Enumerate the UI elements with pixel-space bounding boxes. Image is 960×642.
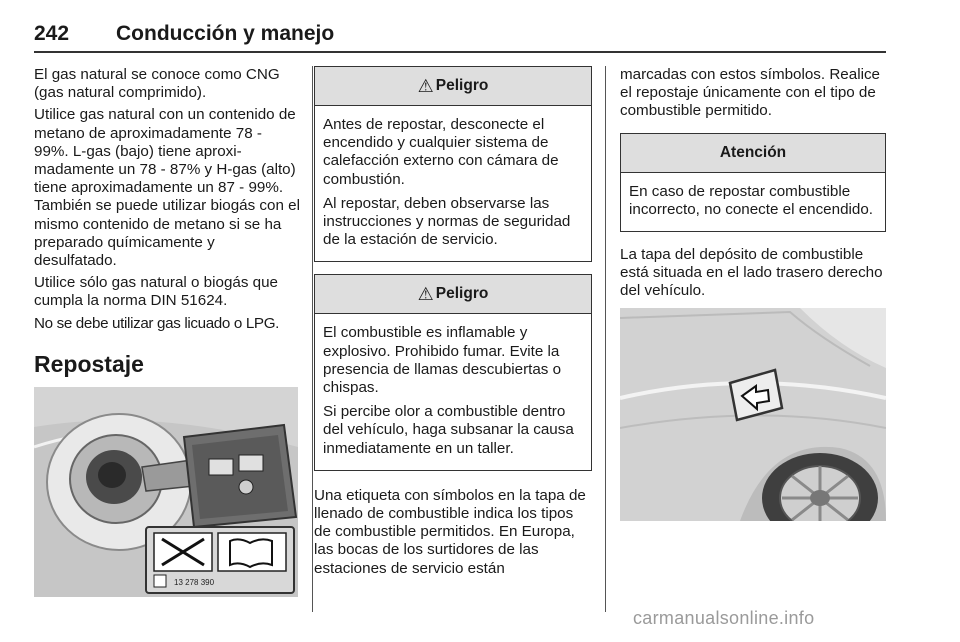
column-divider-right [605, 66, 606, 612]
danger-box-2 [314, 274, 592, 470]
column-divider-left [312, 66, 313, 612]
danger-box-2-header [315, 275, 591, 314]
paragraph-marked-symbols: marcadas con estos símbolos. Realice el repostaje únicamente con el tipo de combustible permitido. [620, 66, 880, 120]
attention-box-body [621, 173, 885, 231]
warning-triangle-icon: ⚠ [417, 75, 434, 96]
paragraph-methane: Utilice gas natural con un contenido de metano de aproximadamente 78 - 99%. L-gas (bajo) tiene aproximadamente un 78 - 87% y H-gas (alto) tiene aproximadamente un 87 - 99%. También se puede utilizar biogás con el mismo contenido de metano si se ha preparado químicamente y desulfatado. [34, 106, 300, 270]
column-2 [314, 66, 592, 582]
warning-triangle-icon: ⚠ [417, 284, 434, 305]
paragraph-tank-location: La tapa del depósito de combustible está situada en el lado trasero derecho del vehículo. [620, 246, 883, 300]
attention-box-header [621, 134, 885, 173]
paragraph-lpg: No se debe utilizar gas licuado o LPG. [34, 314, 280, 332]
paragraph-din: Utilice sólo gas natural o biogás que cumpla la norma DIN 51624. [34, 274, 278, 310]
column-3 [620, 66, 886, 305]
danger-box-2-text-1: El combustible es inflamable y explosivo. Prohibido fumar. Evite la presencia de llamas descubiertas o chispas. [323, 324, 562, 397]
danger-box-2-text-2: Si percibe olor a combustible dentro del vehículo, haga subsanar la causa inmediatamente en un taller. [323, 403, 574, 457]
danger-box-1-text-1: Antes de repostar, desconecte el encendido y cualquier sistema de calefacción externo con cámara de combustión. [323, 116, 559, 188]
paragraph-cng: El gas natural se conoce como CNG (gas natural comprimido). [34, 66, 280, 102]
danger-box-1-title: Peligro [435, 76, 489, 94]
page-title: Conducción y manejo [116, 22, 335, 45]
danger-box-1-body [315, 106, 591, 261]
figure-code-label: 13 278 390 [174, 578, 215, 587]
danger-box-2-body [315, 314, 591, 469]
paragraph-label-symbols: Una etiqueta con símbolos en la tapa de llenado de combustible indica los tipos de combustible permitidos. En Europa, las bocas de los surtidores de las estaciones de servicio están [314, 486, 586, 577]
danger-box-1-header [315, 67, 591, 106]
page-number: 242 [34, 22, 70, 45]
footer-watermark: carmanualsonline.info [633, 608, 815, 628]
danger-box-2-title: Peligro [435, 285, 489, 303]
attention-box [620, 133, 886, 232]
column-1 [34, 66, 300, 377]
fuel-filler-illustration [34, 387, 298, 597]
header-rule [34, 51, 886, 53]
danger-box-1-text-2: Al repostar, deben observarse las instrucciones y normas de seguridad de la estación de servicio. [323, 194, 571, 249]
section-heading-repostaje: Repostaje [34, 350, 144, 377]
danger-box-1 [314, 66, 592, 262]
attention-box-title: Atención [719, 143, 787, 161]
attention-box-text: En caso de repostar combustible incorrecto, no conecte el encendido. [629, 182, 874, 218]
car-fuel-door-illustration [620, 308, 886, 521]
